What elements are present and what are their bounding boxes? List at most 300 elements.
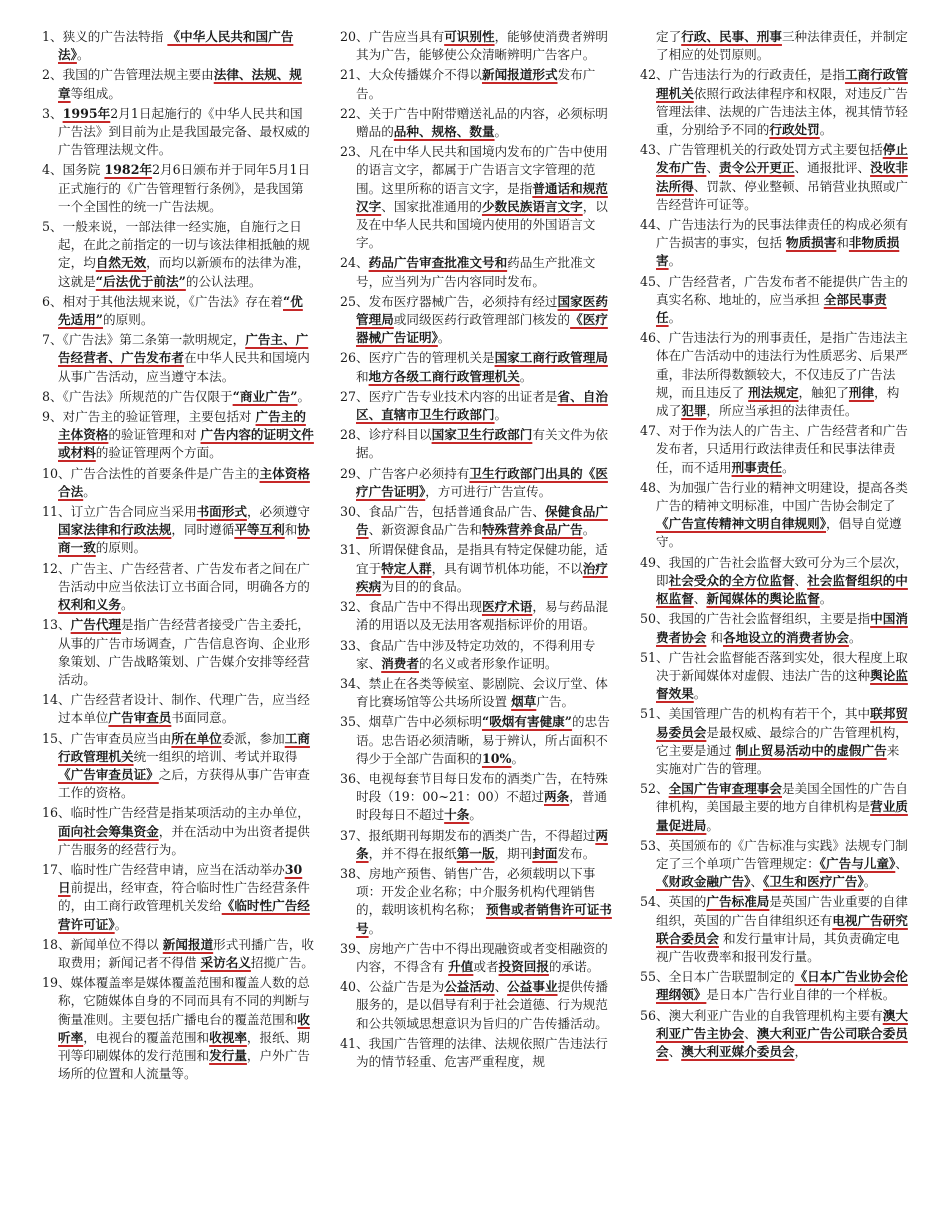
body-text: 、 <box>895 855 908 871</box>
list-item <box>340 66 612 102</box>
body-text: ，倡导自觉遵守。 <box>656 516 902 550</box>
underlined-key-term: 烟草 <box>511 694 537 710</box>
body-text: ，能够使消费者辨明其为广告，能够使公众清晰辨明广告客户。 <box>356 29 608 63</box>
underlined-key-term: “商业广告” <box>232 388 298 404</box>
underlined-key-term: 普通话和规范汉字 <box>356 180 608 214</box>
list-item <box>340 940 612 976</box>
underlined-key-term: “后法优于前法” <box>95 273 186 289</box>
body-text: 52、 <box>640 781 669 797</box>
underlined-key-term: 联邦贸易委员会 <box>656 706 908 740</box>
body-text: 22、关于广告中附带赠送礼品的内容，必须标明赠品的 <box>340 105 608 140</box>
underlined-key-term: 地方各级工商行政管理机关 <box>368 368 520 384</box>
body-text: ，易与药品混淆的用语以及无法用客观指标评价的用语。 <box>356 599 608 633</box>
body-text: 13、 <box>42 617 71 633</box>
list-item <box>640 422 910 477</box>
list-item <box>340 978 612 1033</box>
list-item <box>42 861 314 934</box>
body-text: 47、对于作为法人的广告主、广告经营者和广告发布者，只适用行政法律责任和民事法律责任，而不适用 <box>640 423 908 475</box>
body-text: 43、广告管理机关的行政处罚方式主要包括 <box>640 142 883 158</box>
body-text: 的名义或者形象作证明。 <box>418 655 558 671</box>
body-text: 26、医疗广告的管理机关是 <box>340 350 495 366</box>
body-text: 。 <box>120 597 134 613</box>
underlined-key-term: 1995年 <box>62 105 111 121</box>
body-text: 、新资源食品广告和 <box>368 522 482 538</box>
body-text: 24、 <box>340 255 369 271</box>
text-column-right <box>640 28 910 1063</box>
underlined-key-term: 《中华人民共和国广告法》 <box>58 29 294 63</box>
underlined-key-term: “优先适用” <box>58 293 303 328</box>
underlined-key-term: 两条 <box>544 789 570 805</box>
body-text: 2、我国的广告管理法规主要由 <box>42 67 214 83</box>
body-text: 48、为加强广告行业的精神文明建设，提高各类广告的精神文明标准，中国广告协会制定了 <box>640 479 908 514</box>
body-text: ，并不得在报纸 <box>368 845 457 861</box>
body-text: 32、食品广告中不得出现 <box>340 599 482 615</box>
underlined-key-term: 国家法律和行政法规 <box>58 522 172 538</box>
underlined-key-term: 卫生行政部门出具的《医疗广告证明》 <box>356 465 608 499</box>
body-text: 。 <box>863 874 877 890</box>
underlined-key-term: 封面 <box>532 845 558 861</box>
list-item <box>340 143 612 252</box>
list-item <box>42 503 314 558</box>
body-text: 28、诊疗科目以 <box>340 427 432 443</box>
underlined-key-term: 公益活动 <box>444 979 495 995</box>
underlined-key-term: 工商行政管理机关 <box>656 67 908 101</box>
body-text: 。 <box>494 407 508 423</box>
body-text: 。 <box>511 750 525 766</box>
list-item <box>42 105 314 160</box>
underlined-key-term: 收视率 <box>209 1029 247 1045</box>
list-item <box>340 388 612 424</box>
body-text: 是最权威、最综合的广告管理机构，它主要是通过 <box>656 724 908 758</box>
body-text: 和发行量审计局，其负责确定电视广告收费率和报刊发行量。 <box>656 930 900 964</box>
underlined-key-term: 预售或者销售许可证书号 <box>356 902 612 936</box>
underlined-key-term: 收听率 <box>58 1011 310 1045</box>
body-text: 41、我国广告管理的法律、法规依照广告违法行为的情节轻重、危害严重程度，规 <box>340 1035 608 1069</box>
list-item <box>340 598 612 634</box>
body-text: 2月1日起施行的《中华人民共和国广告法》到目前为止是我国最完备、最权威的广告管理法规文件。 <box>58 105 310 158</box>
body-text: 等组成。 <box>70 85 121 101</box>
body-text: 。 <box>668 253 682 269</box>
list-item <box>640 554 910 609</box>
body-text: ，必须遵守 <box>246 504 310 520</box>
body-text: 有关文件为依据。 <box>356 427 608 461</box>
body-text: ，具有调节机体功能，不以 <box>431 560 583 576</box>
body-text: 、罚款、停业整顿、吊销营业执照或广告经营许可证等。 <box>656 178 908 212</box>
body-text: 书面同意。 <box>171 710 235 726</box>
body-text: 广告。 <box>536 694 575 710</box>
list-item <box>42 616 314 689</box>
list-item <box>340 865 612 938</box>
body-text: 4、国务院 <box>42 162 105 178</box>
underlined-key-term: 可识别性 <box>444 29 495 44</box>
body-text: 之后，方获得从事广告审查工作的资格。 <box>58 766 310 801</box>
list-item <box>640 141 910 214</box>
body-text: ，电视台的覆盖范围和 <box>83 1029 210 1045</box>
list-item <box>640 479 910 552</box>
underlined-key-term: 10% <box>481 750 512 766</box>
list-item <box>640 273 910 328</box>
list-item <box>42 28 314 64</box>
underlined-key-term: 新闻报道 <box>162 936 214 952</box>
underlined-key-term: 全部民事责任 <box>656 291 887 326</box>
body-text: 。 <box>819 591 833 607</box>
underlined-key-term: 《日本广告业协会伦理纲领》 <box>656 969 908 1003</box>
underlined-key-term: 澳大利亚广告公司联合委员会 <box>656 1025 908 1059</box>
list-item <box>340 637 612 673</box>
body-text: ， <box>794 1043 808 1059</box>
body-text: 46、广告违法行为的刑事责任，是指广告违法主体在广告活动中的违法行为性质恶劣、后果严重，非法所得数额较大，不仅违反了广告法规，而且违反了 <box>640 330 908 400</box>
body-text: 招揽广告。 <box>250 954 314 970</box>
underlined-key-term: 刑法规定 <box>748 384 799 400</box>
list-item <box>340 426 612 462</box>
body-text: 、 <box>744 1025 757 1041</box>
underlined-key-term: 国家医药管理局 <box>356 293 608 328</box>
list-item <box>640 968 910 1004</box>
body-text: 40、公益广告是为 <box>340 979 445 995</box>
body-text: 6、相对于其他法规来说，《广告法》存在着 <box>42 293 283 309</box>
underlined-key-term: 协商一致 <box>58 522 310 556</box>
body-text: 18、新闻单位不得以 <box>42 936 163 952</box>
body-text: ，触犯了 <box>798 384 849 400</box>
underlined-key-term: 省、自治区、直辖市卫生行政部门 <box>356 388 608 423</box>
body-text: 。 <box>848 629 862 645</box>
underlined-key-term: 保健食品广告 <box>356 504 608 538</box>
body-text: 。 <box>693 686 707 702</box>
list-item <box>42 974 314 1083</box>
underlined-key-term: 中国消费者协会 <box>656 611 908 645</box>
list-item <box>640 1007 910 1062</box>
body-text: 34、禁止在各类等候室、影剧院、会议厅堂、体育比赛场馆等公共场所设置 <box>340 675 608 710</box>
body-text: 、 <box>750 874 764 890</box>
list-item <box>340 465 612 501</box>
body-text: 51、美国管理广告的机构有若干个，其中 <box>640 706 871 722</box>
list-item <box>340 1035 612 1071</box>
underlined-key-term: 犯罪 <box>681 403 707 419</box>
underlined-key-term: 品种、规格、数量 <box>393 124 495 140</box>
body-text: ，以及在中华人民共和国境内使用的外国语言文字。 <box>356 198 608 251</box>
underlined-key-term: 新闻媒体的舆论监督 <box>706 591 820 607</box>
body-text: 。 <box>819 122 833 138</box>
body-text: 。 <box>437 330 451 346</box>
underlined-key-term: 发行量 <box>209 1047 247 1063</box>
underlined-key-term: 投资回报 <box>498 958 549 974</box>
underlined-key-term: 《广告审查员证》 <box>58 766 159 782</box>
underlined-key-term: 升值 <box>448 958 474 974</box>
list-item <box>640 216 910 271</box>
underlined-key-term: 社会监督组织的中枢监督 <box>656 572 908 607</box>
body-text: 是日本广告行业自律的一个样板。 <box>706 987 896 1003</box>
underlined-key-term: 广告标准局 <box>706 894 770 910</box>
body-text: 。 <box>297 388 311 404</box>
list-item-continuation <box>640 28 910 64</box>
underlined-key-term: 权利和义务 <box>58 597 121 613</box>
body-text: 21、大众传播媒介不得以 <box>340 67 482 83</box>
underlined-key-term: 停止发布广告 <box>656 142 908 176</box>
underlined-key-term: 采访名义 <box>200 954 251 970</box>
list-item <box>640 649 910 704</box>
list-item <box>42 730 314 803</box>
body-text: 、 <box>706 160 719 176</box>
body-text: 来实施对广告的管理。 <box>656 742 900 776</box>
body-text: 、 <box>794 572 808 588</box>
list-item <box>640 780 910 835</box>
body-text: 38、房地产预售、销售广告，必须载明以下事项：开发企业名称；中介服务机构代理销售的，载明该机构名称； <box>340 865 596 918</box>
body-text: 统一组织的培训、考试并取得 <box>133 748 298 764</box>
body-text: 15、广告审查员应当由 <box>42 730 172 746</box>
body-text: 56、澳大利亚广告业的自我管理机构主要有 <box>640 1007 883 1023</box>
body-text: 是美国全国性的广告自律机构，美国最主要的地方自律机构是 <box>656 781 908 815</box>
body-text: 16、临时性广告经营是指某项活动的主办单位， <box>42 805 310 821</box>
body-text: 定了 <box>656 29 682 44</box>
body-text: 49、我国的广告社会监督大致可分为三个层次，即 <box>640 554 908 588</box>
body-text: 形式刊播广告，收取费用；新闻记者不得借 <box>58 936 314 970</box>
body-text: ，并在活动中为出资者提供广告服务的经营行为。 <box>58 823 310 857</box>
body-text: 。 <box>494 124 508 140</box>
body-text: ，构成了 <box>656 384 900 419</box>
body-text: 。 <box>114 916 128 932</box>
underlined-key-term: 各地设立的消费者协会 <box>722 629 849 645</box>
list-item <box>340 713 612 768</box>
underlined-key-term: 澳大利亚媒介委员会 <box>681 1043 795 1059</box>
body-text: 。 <box>368 920 382 936</box>
body-text: 和 <box>356 368 369 384</box>
underlined-key-term: 广告内容的证明文件或材料 <box>58 427 314 461</box>
list-item <box>340 770 612 825</box>
body-text: ，方可进行广告宣传。 <box>425 483 552 499</box>
underlined-key-term: 行政、民事、刑事 <box>681 29 782 44</box>
body-text: 。 <box>76 47 90 63</box>
underlined-key-term: 国家工商行政管理局 <box>494 350 608 366</box>
body-text: 、通报批评、 <box>794 160 871 176</box>
underlined-key-term: 制止贸易活动中的虚假广告 <box>735 742 887 758</box>
body-text: 。 <box>781 459 795 475</box>
text-column-left <box>42 28 314 1085</box>
body-text: 药品生产批准文号，应当列为广告内容同时发布。 <box>356 255 596 289</box>
list-item <box>340 105 612 141</box>
list-item <box>340 827 612 863</box>
underlined-key-term: 广告审查员 <box>108 710 172 726</box>
body-text: 17、临时性广告经营申请，应当在活动举办 <box>42 861 285 877</box>
underlined-key-term: 十条 <box>444 807 470 823</box>
underlined-key-term: 非物质损害 <box>656 235 900 269</box>
list-item <box>340 675 612 711</box>
body-text: 依照行政法律程序和权限，对违反广告管理法律、法规的广告违法主体，视其情节轻重，分别给予不同的 <box>656 85 908 138</box>
body-text: 的验证管理两个方面。 <box>95 445 222 461</box>
underlined-key-term: 面向社会筹集资金 <box>58 823 159 839</box>
body-text: 12、广告主、广告经营者、广告发布者之间在广告活动中应当依法订立书面合同，明确各方的 <box>42 560 310 594</box>
underlined-key-term: 第一版 <box>456 845 495 861</box>
underlined-key-term: 刑律 <box>848 384 875 400</box>
body-text: 8、《广告法》所规范的广告仅限于 <box>42 388 233 404</box>
underlined-key-term: 《广告宣传精神文明自律规则》 <box>656 516 827 532</box>
body-text: 54、英国的 <box>640 894 707 910</box>
body-text: 和 <box>284 522 298 538</box>
underlined-key-term: 《财政金融广告》 <box>656 874 751 890</box>
body-text: 50、我国的广告社会监督组织，主要是指 <box>640 611 871 627</box>
body-text: 31、所谓保健食品，是指具有特定保健功能，适宜于 <box>340 542 608 576</box>
body-text: 。 <box>469 807 482 823</box>
body-text: 19、媒体覆盖率是媒体覆盖范围和覆盖人数的总称，它随媒体自身的不同而具有不同的判断与衡量准则。主要包括广播电台的覆盖范围和 <box>42 975 310 1027</box>
underlined-key-term: 广告主的主体资格 <box>58 409 306 443</box>
body-text: 、 <box>668 1043 682 1059</box>
list-item <box>42 691 314 727</box>
underlined-key-term: 书面形式 <box>196 504 247 520</box>
underlined-key-term: 主体资格合法 <box>58 465 310 499</box>
list-item <box>640 705 910 778</box>
body-text: 44、广告违法行为的民事法律责任的构成必须有广告损害的事实，包括 <box>640 217 908 251</box>
list-item <box>340 28 612 64</box>
body-text: ，期刊 <box>494 845 533 861</box>
body-text: ，报纸、期刊等印刷媒体的发行范围和 <box>58 1029 310 1063</box>
underlined-key-term: 行政处罚 <box>769 122 820 138</box>
body-text: 37、报纸期刊每期发布的酒类广告，不得超过 <box>340 827 596 843</box>
underlined-key-term: 刑事责任 <box>731 459 782 475</box>
text-column-middle <box>340 28 612 1073</box>
body-text: 。 <box>706 817 719 833</box>
underlined-key-term: 所在单位 <box>171 730 222 746</box>
body-text: 42、广告违法行为的行政责任，是指 <box>640 67 845 83</box>
underlined-key-term: 医疗术语 <box>481 599 533 615</box>
underlined-key-term: 舆论监督效果 <box>656 667 908 702</box>
body-text: 3、 <box>42 105 63 121</box>
body-text: 三种法律责任，并制定了相应的处罚原则。 <box>656 29 908 63</box>
body-text: 的原则。 <box>103 312 154 328</box>
body-text: 。 <box>668 310 682 326</box>
list-item <box>42 936 314 972</box>
body-text: 29、广告客户必须持有 <box>340 465 470 481</box>
list-item <box>640 329 910 420</box>
underlined-key-term: 《卫生和医疗广告》 <box>763 874 864 890</box>
list-item <box>42 66 314 102</box>
underlined-key-term: 平等互利 <box>234 522 285 538</box>
body-text: 的承诺。 <box>548 958 600 974</box>
body-text: 为目的的食品。 <box>381 578 470 594</box>
body-text: 委派，参加 <box>221 730 285 746</box>
body-text: 。 <box>83 483 96 499</box>
body-text: 或者 <box>473 958 499 974</box>
underlined-key-term: 澳大利亚广告主协会 <box>656 1007 908 1041</box>
underlined-key-term: 营业质量促进局 <box>656 799 908 833</box>
underlined-key-term: 广告主、广告经营者、广告发布者 <box>58 332 309 366</box>
underlined-key-term: 《广告与儿童》 <box>819 855 896 871</box>
underlined-key-term: 责令公开更正 <box>718 160 795 176</box>
underlined-key-term: 治疗疾病 <box>356 560 608 594</box>
body-text: 51、广告社会监督能否落到实处，很大程度上取决于新闻媒体对虚假、违法广告的这种 <box>640 649 908 683</box>
body-text: 53、英国颁布的《广告标准与实践》法规专门制定了三个单项广告管理规定： <box>640 837 908 871</box>
body-text: 和 <box>836 235 849 251</box>
body-text: 和 <box>706 629 723 645</box>
underlined-key-term: 物质损害 <box>785 235 837 251</box>
underlined-key-term: 消费者 <box>381 655 419 671</box>
underlined-key-term: 广告代理 <box>70 617 121 633</box>
underlined-key-term: 自然无效 <box>95 255 147 271</box>
list-item <box>340 503 612 539</box>
underlined-key-term: 工商行政管理机关 <box>58 730 310 764</box>
body-text: 在中华人民共和国境内从事广告活动，应当遵守本法。 <box>58 350 310 384</box>
body-text: 提供传播服务的，是以倡导有利于社会道德、行为规范和公共领域思想意识为旨归的广告传播活动。 <box>356 979 608 1031</box>
body-text: ，同时遵循 <box>171 522 235 538</box>
underlined-key-term: 两条 <box>356 827 608 861</box>
body-text: 的公认法理。 <box>185 273 262 289</box>
body-text: 发布。 <box>557 845 596 861</box>
underlined-key-term: 公益事业 <box>507 979 558 995</box>
list-item <box>640 893 910 966</box>
list-item <box>42 161 314 216</box>
body-text: 10、广告合法性的首要条件是广告主的 <box>42 465 260 481</box>
body-text: 是指广告经营者接受广告主委托，从事的广告市场调查，广告信息咨询、企业形象策划、广告战略策划、广告媒介安排等经营活动。 <box>58 617 310 687</box>
body-text: 33、食品广告中涉及特定功效的，不得利用专家、 <box>340 637 596 671</box>
body-text: 或同级医药行政管理部门核发的 <box>393 312 571 328</box>
body-text: 、 <box>693 591 707 607</box>
underlined-key-term: 社会受众的全方位监督 <box>668 572 795 588</box>
list-item <box>42 408 314 463</box>
list-item <box>640 837 910 892</box>
underlined-key-term: 电视广告研究联合委员会 <box>656 912 908 946</box>
body-text: ，户外广告场所的位置和人流量等。 <box>58 1047 310 1082</box>
underlined-key-term: 《医疗器械广告证明》 <box>356 312 608 346</box>
body-text: 9、对广告主的验证管理，主要包括对 <box>42 409 256 425</box>
list-item <box>42 331 314 386</box>
body-text: 55、全日本广告联盟制定的 <box>640 969 795 985</box>
body-text: 、国家批准通用的 <box>381 198 482 214</box>
body-text: 、 <box>494 979 508 995</box>
underlined-key-term: 少数民族语言文字 <box>481 198 583 214</box>
list-item <box>340 293 612 348</box>
body-text: ，所应当承担的法律责任。 <box>706 403 858 419</box>
body-text: 35、烟草广告中必须标明 <box>340 714 482 730</box>
list-item <box>42 388 314 406</box>
body-text: 。 <box>582 522 596 538</box>
body-text: 是英国广告业重要的自律组织，英国的广告自律组织还有 <box>656 894 908 928</box>
body-text: ，普通时段每日不超过 <box>356 789 607 823</box>
body-text: 前提出，经审查，符合临时性广告经营条件的，由工商行政管理机关发给 <box>58 880 310 914</box>
list-item <box>340 349 612 385</box>
list-item <box>42 465 314 501</box>
list-item <box>42 560 314 615</box>
list-item <box>42 804 314 859</box>
body-text: 7、《广告法》第二条第一款明规定， <box>42 332 246 348</box>
body-text: 1、狭义的广告法特指 <box>42 29 168 44</box>
body-text: 2月6日颁布并于同年5月1日正式施行的《广告管理暂行条例》，是我国第一个全国性的统一广告法规。 <box>58 162 311 214</box>
underlined-key-term: “吸烟有害健康” <box>481 714 573 730</box>
list-item <box>42 218 314 291</box>
underlined-key-term: 特定人群 <box>381 560 432 576</box>
list-item <box>42 293 314 329</box>
body-text: 27、医疗广告专业技术内容的出证者是 <box>340 388 558 404</box>
body-text: 的原则。 <box>95 540 147 556</box>
underlined-key-term: 特殊营养食品广告 <box>481 522 583 538</box>
underlined-key-term: 法律、法规、规章 <box>58 67 302 101</box>
underlined-key-term: 全国广告审查理事会 <box>668 781 782 797</box>
body-text: 39、房地产广告中不得出现融资或者变相融资的内容，不得含有 <box>340 940 608 974</box>
list-item <box>640 66 910 139</box>
body-text: 23、凡在中华人民共和国境内发布的广告中使用的语言文字，都属于广告语言文字管理的范围。这里所称的语言文字，是指 <box>340 144 608 196</box>
body-text: 36、电视每套节目每日发布的酒类广告，在特殊时段（19：00~21：00）不超过 <box>340 770 608 805</box>
body-text: 30、食品广告，包括普通食品广告、 <box>340 504 545 520</box>
body-text: 的忠告语。忠告语必须清晰，易于辨认，所占面积不得少于全部广告面积的 <box>356 714 610 766</box>
body-text: 。 <box>519 368 533 384</box>
underlined-key-term: 药品广告审查批准文号和 <box>368 255 508 271</box>
body-text: 发布广告。 <box>356 67 596 101</box>
underlined-key-term: 国家卫生行政部门 <box>431 427 533 443</box>
body-text: 14、广告经营者设计、制作、代理广告，应当经过本单位 <box>42 692 310 726</box>
body-text: 5、一般来说，一部法律一经实施，自施行之日起，在此之前指定的一切与该法律相抵触的规定，均 <box>42 219 310 271</box>
body-text: 25、发布医疗器械广告，必须持有经过 <box>340 293 558 309</box>
list-item <box>640 610 910 646</box>
underlined-key-term: 新闻报道形式 <box>481 67 558 83</box>
list-item <box>340 541 612 596</box>
underlined-key-term: 30日 <box>58 861 303 896</box>
